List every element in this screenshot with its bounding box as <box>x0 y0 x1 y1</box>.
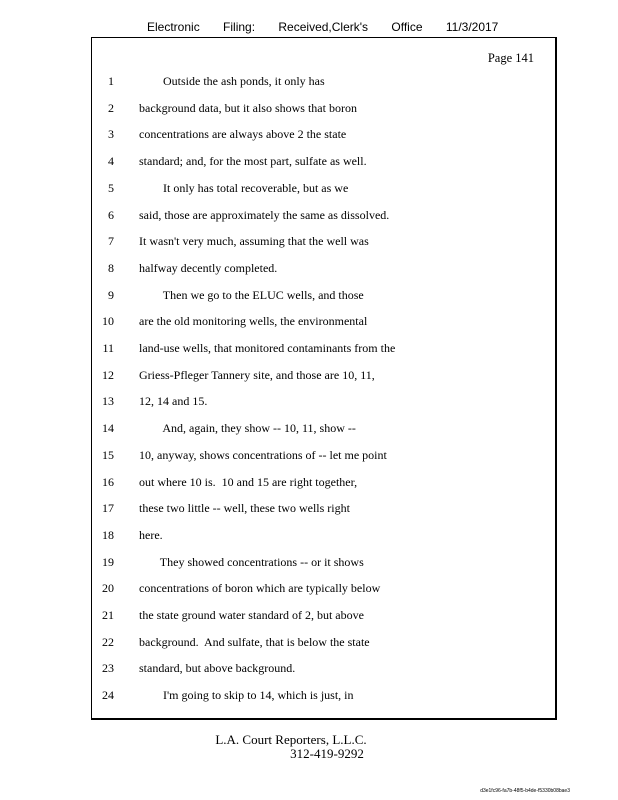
line-number: 13 <box>102 394 114 408</box>
transcript-line: land-use wells, that monitored contaminants from the <box>139 341 396 355</box>
page-number: Page 141 <box>487 51 534 65</box>
line-number: 18 <box>102 528 114 542</box>
transcript-line: concentrations are always above 2 the state <box>139 127 347 141</box>
line-number: 16 <box>102 475 114 489</box>
line-number: 24 <box>102 688 114 702</box>
line-number: 19 <box>102 555 114 569</box>
transcript-line: It wasn't very much, assuming that the well was <box>139 234 369 248</box>
line-number: 7 <box>108 234 114 248</box>
line-number: 22 <box>102 635 114 649</box>
filing-stamp-office: Office <box>391 20 423 34</box>
line-number: 20 <box>102 581 114 595</box>
line-number: 17 <box>102 501 114 515</box>
line-number: 14 <box>102 421 114 435</box>
transcript-line: background data, but it also shows that boron <box>139 101 357 115</box>
transcript-line: halfway decently completed. <box>139 261 278 275</box>
transcript-line: Outside the ash ponds, it only has <box>139 74 325 88</box>
reporter-name: L.A. Court Reporters, L.L.C. <box>215 732 367 747</box>
line-number: 6 <box>108 208 114 222</box>
line-number: 3 <box>108 127 114 141</box>
line-number: 12 <box>102 368 114 382</box>
filing-stamp <box>147 20 518 34</box>
line-number: 9 <box>108 288 114 302</box>
filing-stamp-received: Received,Clerk's <box>278 20 369 34</box>
line-number: 15 <box>102 448 114 462</box>
line-number: 2 <box>108 101 114 115</box>
transcript-line: these two little -- well, these two wells right <box>139 501 350 515</box>
transcript-line: And, again, they show -- 10, 11, show -- <box>139 421 356 435</box>
transcript-line: 10, anyway, shows concentrations of -- let me point <box>139 448 387 462</box>
filing-stamp-date: 11/3/2017 <box>445 20 499 34</box>
line-number: 4 <box>108 154 114 168</box>
transcript-line: said, those are approximately the same as dissolved. <box>139 208 390 222</box>
filing-stamp-filing: Filing: <box>223 20 256 34</box>
transcript-line: I'm going to skip to 14, which is just, in <box>139 688 354 702</box>
reporter-phone: 312-419-9292 <box>290 746 364 761</box>
transcript-line: here. <box>139 528 163 542</box>
line-number: 23 <box>102 661 114 675</box>
transcript-line: Griess-Pfleger Tannery site, and those are 10, 11, <box>139 368 375 382</box>
transcript-line: 12, 14 and 15. <box>139 394 208 408</box>
transcript-line: out where 10 is. 10 and 15 are right together, <box>139 475 358 489</box>
line-number: 11 <box>102 341 114 355</box>
transcript-line: standard, but above background. <box>139 661 296 675</box>
transcript-line: They showed concentrations -- or it shows <box>139 555 364 569</box>
line-number: 1 <box>108 74 114 88</box>
transcript-line: standard; and, for the most part, sulfate as well. <box>139 154 367 168</box>
transcript-line: are the old monitoring wells, the environmental <box>139 314 368 328</box>
reporter-footer <box>0 733 618 761</box>
line-number: 21 <box>102 608 114 622</box>
document-hash: d3e1fc96-fa7b-48f5-b4de-f5330b08bae3 <box>480 788 570 794</box>
transcript-line: Then we go to the ELUC wells, and those <box>139 288 364 302</box>
line-number: 10 <box>102 314 114 328</box>
transcript-line: the state ground water standard of 2, but above <box>139 608 364 622</box>
transcript-line: It only has total recoverable, but as we <box>139 181 349 195</box>
transcript-line: concentrations of boron which are typically below <box>139 581 381 595</box>
filing-stamp-electronic: Electronic <box>147 20 200 34</box>
transcript-line: background. And sulfate, that is below the state <box>139 635 370 649</box>
line-number: 8 <box>108 261 114 275</box>
line-number: 5 <box>108 181 114 195</box>
